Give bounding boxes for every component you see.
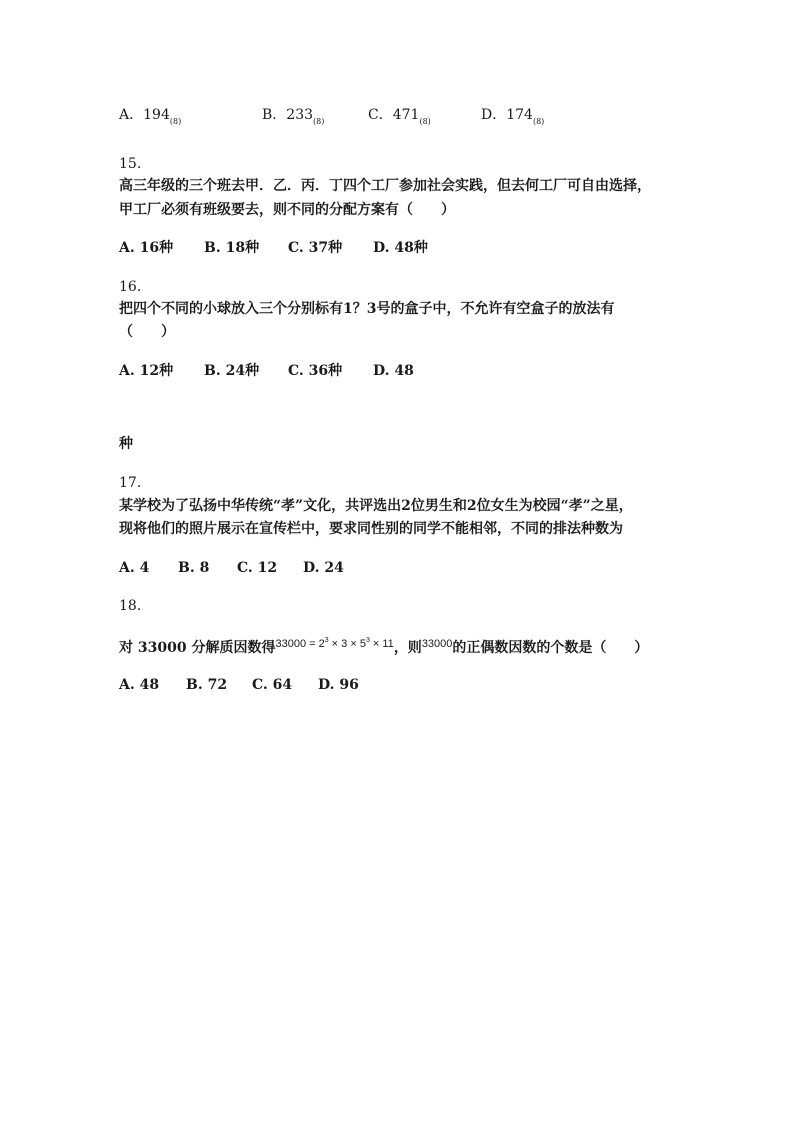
option-value: 471 — [392, 107, 420, 123]
q16-option-d[interactable]: D. 48 — [373, 363, 414, 379]
question-text-line-1: 把四个不同的小球放入三个分别标有1？3号的盒子中，不允许有空盒子的放法有 — [119, 301, 615, 317]
q16-option-a[interactable]: A. 12种 — [119, 363, 174, 379]
option-letter: C． — [368, 107, 393, 123]
question-text-line-1: 高三年级的三个班去甲．乙．丙．丁四个工厂参加社会实践，但去何工厂可自由选择， — [119, 178, 651, 194]
q17-option-c[interactable]: C. 12 — [237, 560, 278, 576]
q18-option-b[interactable]: B. 72 — [186, 677, 228, 693]
q15-option-a[interactable]: A. 16种 — [119, 240, 174, 256]
q17-option-a[interactable]: A. 4 — [119, 560, 150, 576]
option-base: (8) — [419, 117, 431, 126]
question-text — [119, 632, 648, 657]
question-number: 18. — [119, 598, 142, 614]
option-base: (8) — [532, 117, 545, 126]
q18-option-d[interactable]: D. 96 — [318, 677, 359, 693]
question-text-line-2: （ ） — [119, 324, 175, 340]
q18-option-c[interactable]: C. 64 — [252, 677, 293, 693]
option-letter: B． — [262, 107, 287, 123]
question-text-line-1: 某学校为了弘扬中华传统“孝”文化，共评选出2位男生和2位女生为校园“孝”之星， — [119, 498, 633, 514]
formula-part: × 3 × 5 — [328, 638, 366, 650]
formula-exponent: 3 — [365, 637, 370, 644]
text-post: 的正偶数因数的个数是（ ） — [452, 640, 649, 656]
q16-option-b[interactable]: B. 24种 — [204, 363, 260, 379]
option-value: 233 — [286, 107, 314, 123]
q16-option-d-tail: 种 — [119, 436, 133, 452]
formula-part: 33000 = 2 — [275, 638, 325, 650]
q17-option-d[interactable]: D. 24 — [303, 560, 344, 576]
question-number: 15. — [119, 156, 142, 172]
q14-option-b[interactable] — [262, 106, 324, 131]
q14-option-a[interactable] — [119, 106, 181, 131]
option-base: (8) — [313, 117, 325, 126]
option-value: 174 — [506, 107, 533, 123]
q16-option-c[interactable]: C. 36种 — [288, 363, 343, 379]
question-text-line-2: 甲工厂必须有班级要去，则不同的分配方案有（ ） — [119, 202, 455, 218]
question-number: 16. — [119, 279, 142, 295]
text-pre: 对 33000 分解质因数得 — [119, 640, 276, 656]
question-number: 17. — [119, 475, 142, 491]
option-letter: A． — [119, 107, 144, 123]
text-mid: ，则 — [393, 640, 422, 656]
option-base: (8) — [169, 117, 182, 126]
q18-option-a[interactable]: A. 48 — [119, 677, 160, 693]
q15-option-b[interactable]: B. 18种 — [204, 240, 260, 256]
formula-factorization — [275, 638, 393, 650]
formula-number: 33000 — [421, 638, 453, 650]
q17-option-b[interactable]: B. 8 — [178, 560, 210, 576]
q14-option-d[interactable] — [481, 106, 544, 131]
q15-option-c[interactable]: C. 37种 — [288, 240, 343, 256]
option-value: 194 — [143, 107, 170, 123]
q15-option-d[interactable]: D. 48种 — [373, 240, 428, 256]
q14-option-c[interactable] — [368, 106, 431, 131]
formula-part: × 11 — [369, 638, 394, 650]
question-text-line-2: 现将他们的照片展示在宣传栏中，要求同性别的同学不能相邻，不同的排法种数为 — [119, 521, 623, 537]
formula-exponent: 3 — [324, 637, 329, 644]
option-letter: D． — [481, 107, 507, 123]
